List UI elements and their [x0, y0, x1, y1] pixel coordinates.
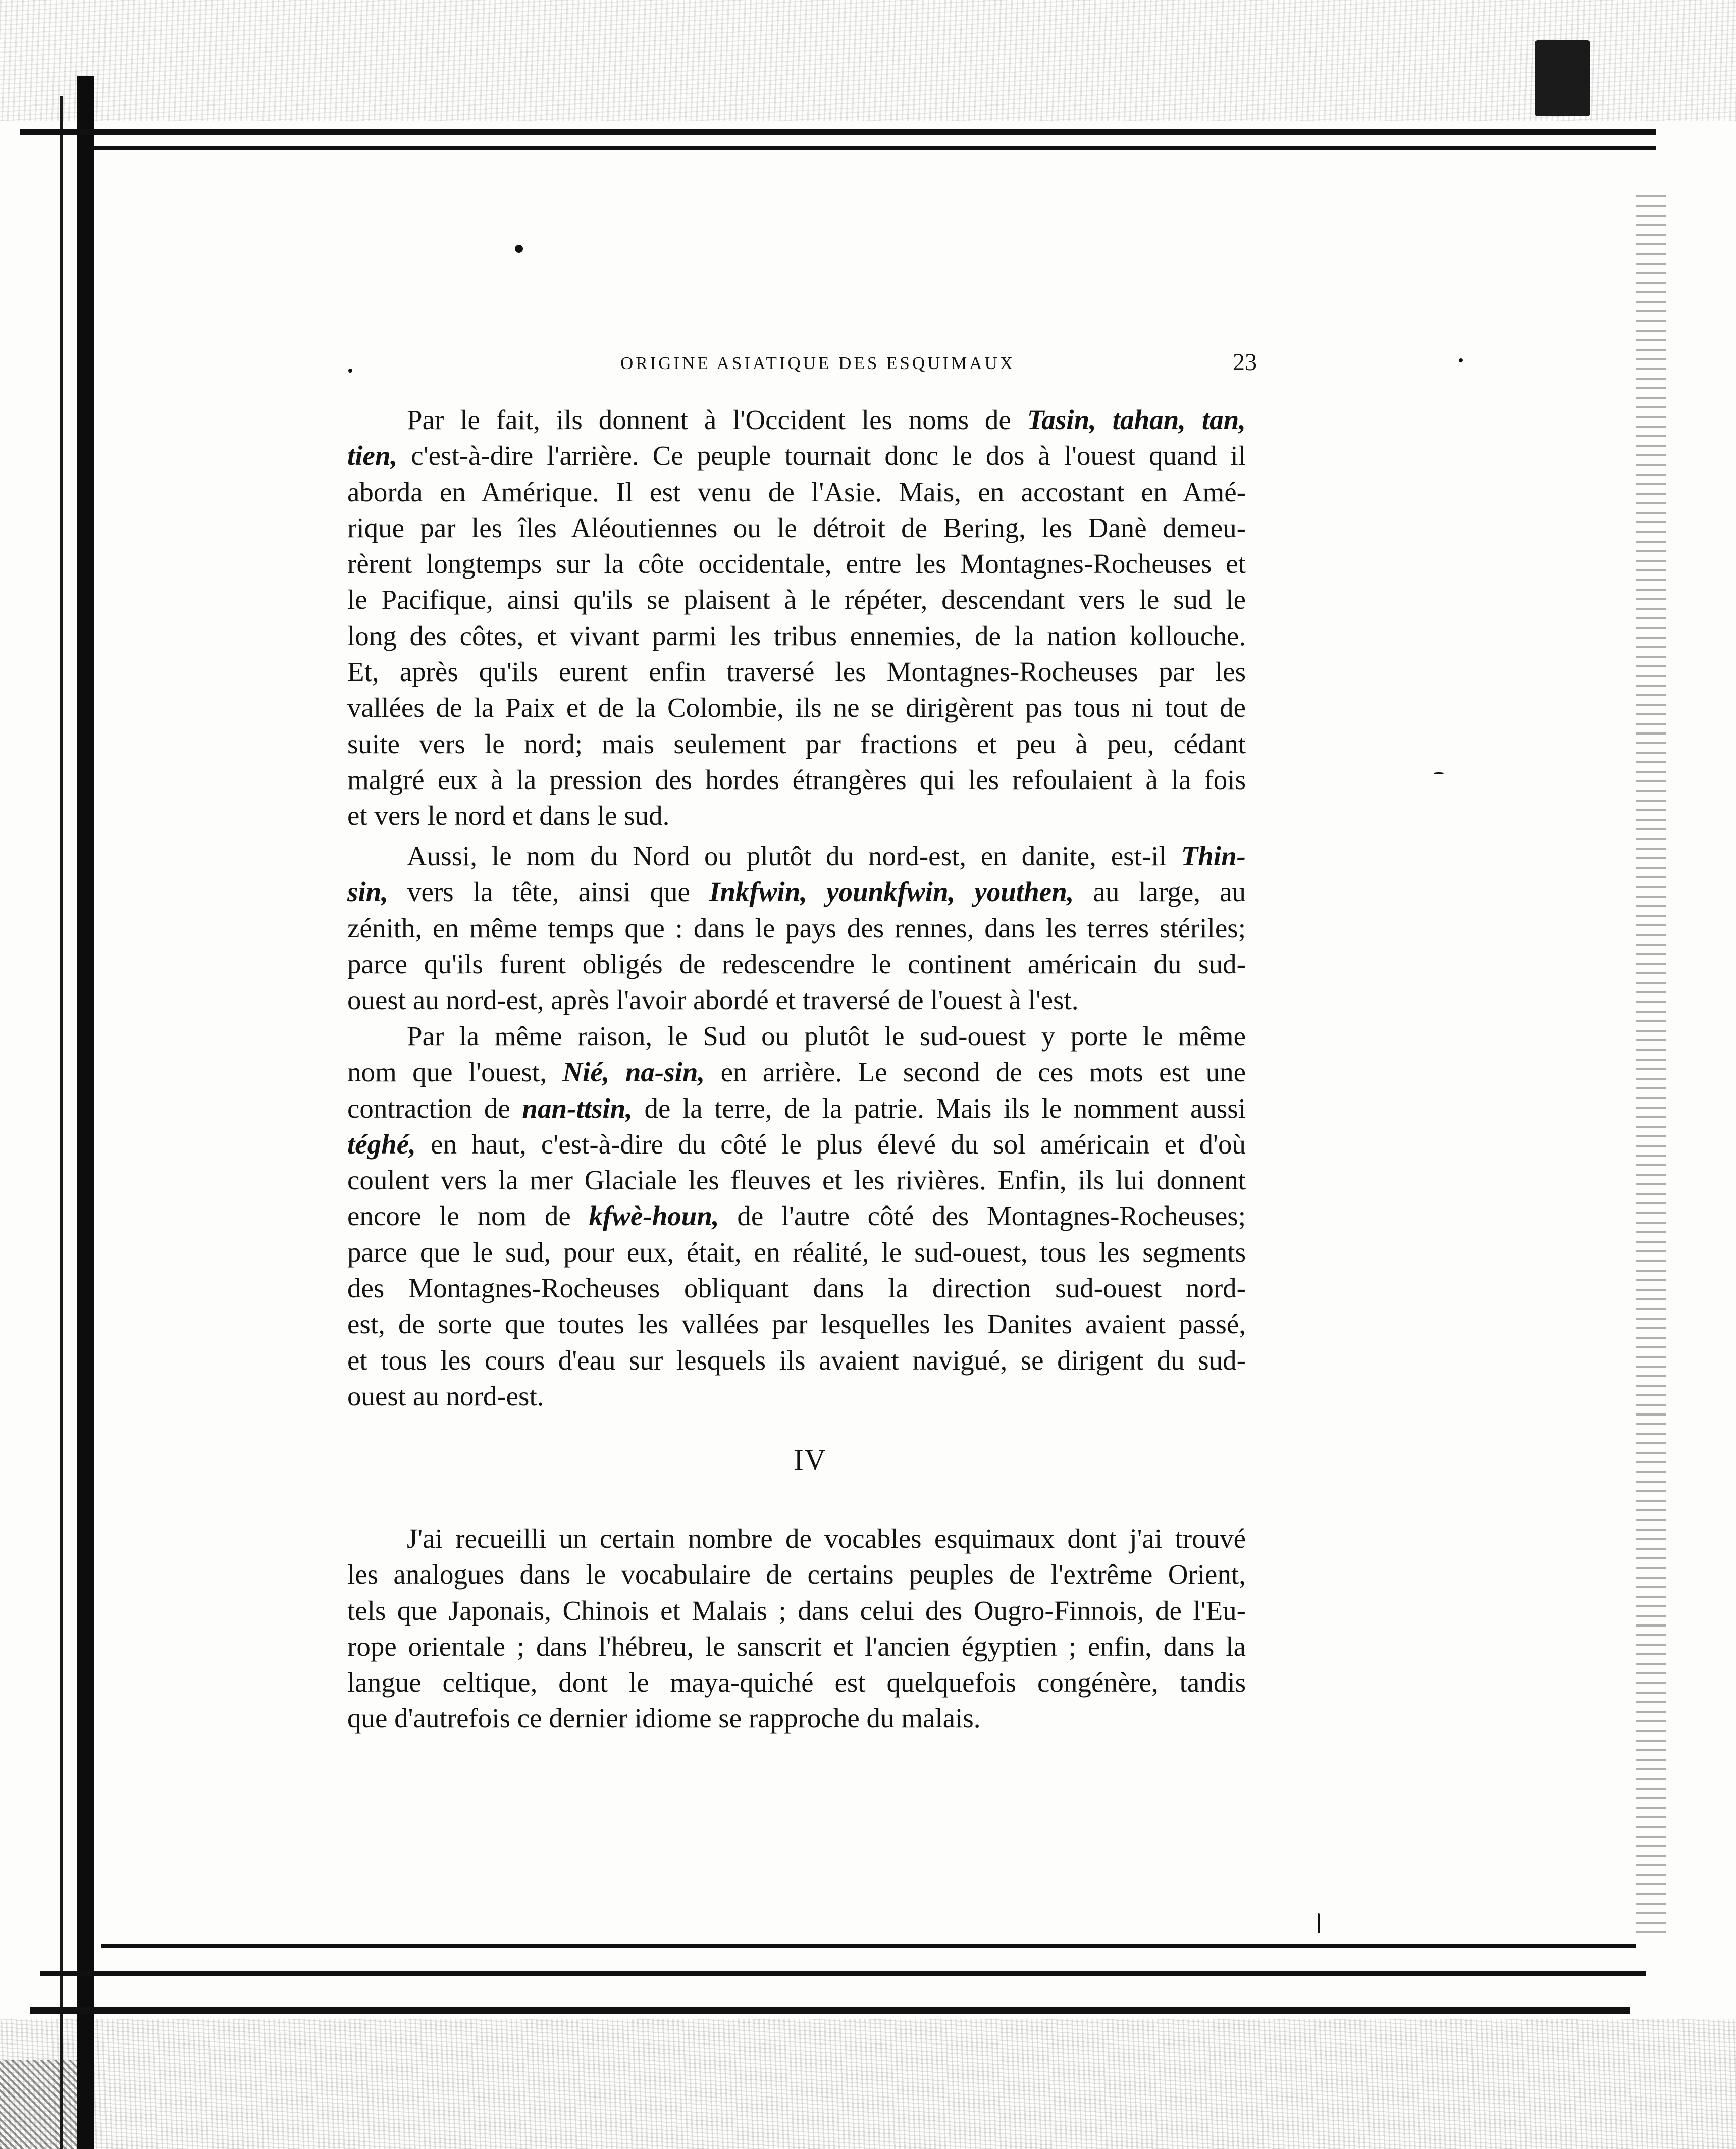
- scan-speck: [1459, 358, 1463, 362]
- body-paragraph: [347, 1521, 1246, 1737]
- running-header-title: ORIGINE ASIATIQUE DES ESQUIMAUX: [620, 353, 1016, 373]
- text-run: ouest au nord-est, après l'avoir abordé et traversé de l'ouest à l'est.: [347, 984, 1079, 1016]
- text-run: suite vers le nord; mais seulement par fractions et peu à peu, cédant: [347, 728, 1246, 759]
- text-run: malgré eux à la pression des hordes étrangères qui les refoulaient à la fois: [347, 764, 1246, 795]
- italic-term: Inkfwin, younkfwin, youthen,: [709, 876, 1074, 908]
- text-run: coulent vers la mer Glaciale les fleuves et les rivières. Enfin, ils lui donnent: [347, 1165, 1246, 1196]
- binding-rule-thick: [77, 76, 94, 2149]
- text-run: long des côtes, et vivant parmi les tribus ennemies, de la nation kollouche.: [347, 620, 1246, 651]
- text-line: [347, 402, 1246, 438]
- text-run: en haut, c'est-à-dire du côté le plus élevé du sol américain et d'où: [415, 1128, 1246, 1160]
- text-run: des Montagnes-Rocheuses obliquant dans la direction sud-ouest nord-: [347, 1273, 1246, 1304]
- text-run: nom que l'ouest,: [347, 1057, 563, 1088]
- body-paragraph: [347, 838, 1246, 1018]
- text-line: [347, 546, 1246, 582]
- text-line: [347, 1342, 1246, 1378]
- scan-ink-blot: [1535, 40, 1590, 116]
- scan-noise-bottom: [0, 2019, 1736, 2149]
- text-line: [347, 1162, 1246, 1198]
- text-line: [347, 1556, 1246, 1592]
- text-run: de l'autre côté des Montagnes-Rocheuses;: [719, 1200, 1246, 1232]
- frame-rule-top: [91, 146, 1656, 150]
- text-line: [347, 910, 1246, 946]
- text-run: rope orientale ; dans l'hébreu, le sanscrit et l'ancien égyptien ; enfin, dans la: [347, 1631, 1246, 1662]
- text-run: ouest au nord-est.: [347, 1380, 544, 1411]
- body-paragraph: [347, 402, 1246, 834]
- text-run: que d'autrefois ce dernier idiome se rapproche du malais.: [347, 1703, 981, 1734]
- text-run: et vers le nord et dans le sud.: [347, 800, 670, 831]
- scan-noise-right-edge: [1636, 192, 1666, 1933]
- scan-speck: [1318, 1913, 1320, 1933]
- text-run: Par la même raison, le Sud ou plutôt le sud-ouest y porte le même: [407, 1021, 1246, 1052]
- text-run: Aussi, le nom du Nord ou plutôt du nord-est, en danite, est-il: [407, 841, 1181, 871]
- frame-rule-bottom: [30, 2007, 1630, 2014]
- text-run: Par le fait, ils donnent à l'Occident les noms de: [407, 404, 1027, 435]
- text-run: le Pacifique, ainsi qu'ils se plaisent à le répéter, descendant vers le sud le: [347, 584, 1246, 615]
- italic-term: nan-ttsin,: [522, 1092, 633, 1124]
- text-line: [347, 946, 1246, 982]
- italic-term: kfwè-houn,: [589, 1200, 719, 1232]
- text-run: c'est-à-dire l'arrière. Ce peuple tournait donc le dos à l'ouest quand il: [397, 440, 1246, 471]
- text-line: [347, 838, 1246, 874]
- text-run: contraction de: [347, 1092, 522, 1124]
- text-line: [347, 1090, 1246, 1126]
- text-run: tels que Japonais, Chinois et Malais ; dans celui des Ougro-Finnois, de l'Eu-: [347, 1595, 1246, 1626]
- frame-rule-bottom: [101, 1944, 1636, 1948]
- text-run: rique par les îles Aléoutiennes ou le détroit de Bering, les Danè demeu-: [347, 512, 1246, 543]
- text-line: [347, 726, 1246, 762]
- text-run: de la terre, de la patrie. Mais ils le nomment aussi: [632, 1092, 1246, 1124]
- text-run: au large, au: [1074, 876, 1246, 908]
- text-run: J'ai recueilli un certain nombre de vocables esquimaux dont j'ai trouvé: [407, 1523, 1246, 1554]
- text-line: [347, 510, 1246, 546]
- text-run: vers la tête, ainsi que: [388, 876, 709, 908]
- text-line: [347, 874, 1246, 910]
- italic-term: Nié, na-sin,: [562, 1057, 705, 1088]
- text-line: [347, 438, 1246, 474]
- scan-speck: [1434, 772, 1444, 774]
- text-run: parce que le sud, pour eux, était, en réalité, le sud-ouest, tous les segments: [347, 1236, 1246, 1268]
- italic-term: téghé,: [347, 1128, 416, 1160]
- text-line: [347, 1234, 1246, 1270]
- text-line: [347, 798, 1246, 833]
- text-line: [347, 1126, 1246, 1162]
- text-line: [347, 762, 1246, 798]
- text-run: en arrière. Le second de ces mots est une: [705, 1057, 1246, 1088]
- text-run: est, de sorte que toutes les vallées par lesquelles les Danites avaient passé,: [347, 1308, 1246, 1340]
- text-line: [347, 1664, 1246, 1700]
- italic-term: Thin-: [1181, 841, 1246, 871]
- text-run: les analogues dans le vocabulaire de certains peuples de l'extrême Orient,: [347, 1559, 1246, 1590]
- text-run: zénith, en même temps que : dans le pays des rennes, dans les terres stériles;: [347, 912, 1246, 944]
- text-run: et tous les cours d'eau sur lesquels ils avaient navigué, se dirigent du sud-: [347, 1344, 1246, 1376]
- text-line: [347, 1521, 1246, 1556]
- frame-rule-top: [20, 129, 1656, 135]
- text-run: aborda en Amérique. Il est venu de l'Asie. Mais, en accostant en Amé-: [347, 476, 1246, 507]
- text-line: [347, 1629, 1246, 1664]
- text-line: [347, 1198, 1246, 1234]
- italic-term: Tasin, tahan, tan,: [1027, 404, 1246, 435]
- text-line: [347, 474, 1246, 510]
- text-line: [347, 582, 1246, 617]
- frame-rule-bottom: [40, 1971, 1646, 1976]
- page-number: 23: [1233, 349, 1257, 376]
- text-run: Et, après qu'ils eurent enfin traversé les Montagnes-Rocheuses par les: [347, 656, 1246, 688]
- italic-term: tien,: [347, 440, 398, 471]
- text-line: [347, 1593, 1246, 1629]
- text-line: [347, 1054, 1246, 1090]
- section-heading: IV: [794, 1443, 827, 1476]
- text-line: [347, 1018, 1246, 1054]
- text-run: parce qu'ils furent obligés de redescendre le continent américain du sud-: [347, 948, 1246, 979]
- text-run: encore le nom de: [347, 1200, 589, 1232]
- text-run: rèrent longtemps sur la côte occidentale, entre les Montagnes-Rocheuses et: [347, 548, 1246, 580]
- text-line: [347, 1378, 1246, 1414]
- binding-rule-thin: [60, 96, 63, 2149]
- text-line: [347, 618, 1246, 654]
- body-paragraph: [347, 1018, 1246, 1414]
- text-line: [347, 982, 1246, 1018]
- text-line: [347, 1270, 1246, 1306]
- text-run: vallées de la Paix et de la Colombie, ils ne se dirigèrent pas tous ni tout de: [347, 692, 1246, 723]
- scan-speck: [515, 245, 523, 253]
- text-line: [347, 1306, 1246, 1342]
- text-line: [347, 654, 1246, 690]
- scan-speck: [348, 369, 352, 373]
- scan-noise-top: [0, 0, 1736, 121]
- italic-term: sin,: [347, 876, 389, 908]
- text-line: [347, 1700, 1246, 1736]
- text-run: langue celtique, dont le maya-quiché est quelquefois congénère, tandis: [347, 1667, 1246, 1698]
- text-line: [347, 690, 1246, 725]
